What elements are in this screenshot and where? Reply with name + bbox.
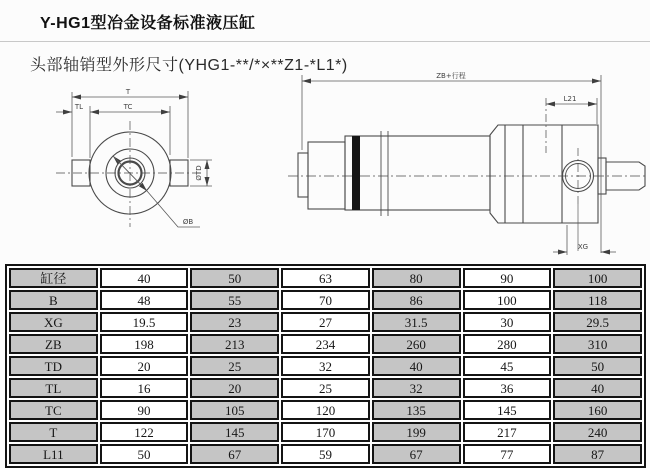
row-label: T [9, 422, 98, 442]
dimension-cell: 67 [372, 444, 461, 464]
table-row [9, 312, 642, 332]
dimension-cell: 87 [553, 444, 642, 464]
row-label: L11 [9, 444, 98, 464]
table-row [9, 356, 642, 376]
table-row [9, 400, 642, 420]
dimension-cell: 234 [281, 334, 370, 354]
row-label: TL [9, 378, 98, 398]
dimension-cell: 280 [463, 334, 552, 354]
dimension-cell: 59 [281, 444, 370, 464]
table-row [9, 378, 642, 398]
dimension-cell: 31.5 [372, 312, 461, 332]
dimension-cell: 100 [463, 290, 552, 310]
dimension-cell: 40 [372, 356, 461, 376]
dimension-cell: 105 [190, 400, 279, 420]
dimension-cell: 45 [463, 356, 552, 376]
head-block [490, 125, 598, 223]
dimension-table-body [9, 268, 642, 464]
table-row [9, 290, 642, 310]
dimension-cell: 145 [463, 400, 552, 420]
table-row [9, 268, 642, 288]
seal-band [352, 136, 360, 210]
dimension-cell: 63 [281, 268, 370, 288]
dim-label-t: T [125, 88, 131, 96]
table-row [9, 422, 642, 442]
dimension-cell: 100 [553, 268, 642, 288]
dimension-cell: 36 [463, 378, 552, 398]
dimension-cell: 310 [553, 334, 642, 354]
dimension-cell: 80 [372, 268, 461, 288]
page-subtitle: 头部轴销型外形尺寸(YHG1-**/*×**Z1-*L1*) [30, 57, 348, 74]
dim-label-zb: ZB+行程 [436, 72, 466, 80]
row-label: 缸径 [9, 268, 98, 288]
dimension-cell: 19.5 [100, 312, 189, 332]
dimension-cell: 240 [553, 422, 642, 442]
dimension-cell: 25 [190, 356, 279, 376]
dimension-cell: 170 [281, 422, 370, 442]
dimension-cell: 213 [190, 334, 279, 354]
dimension-cell: 90 [100, 400, 189, 420]
table-row [9, 444, 642, 464]
dimension-cell: 20 [190, 378, 279, 398]
dimension-cell: 29.5 [553, 312, 642, 332]
cylinder-drawing-svg [0, 66, 650, 262]
dim-label-tc: TC [123, 103, 133, 111]
dimension-cell: 86 [372, 290, 461, 310]
dimension-cell: 135 [372, 400, 461, 420]
row-label: XG [9, 312, 98, 332]
title-divider [0, 41, 650, 42]
rear-cap [308, 142, 345, 209]
dim-label-l21: L21 [563, 95, 577, 103]
dimension-cell: 32 [372, 378, 461, 398]
dimension-cell: 32 [281, 356, 370, 376]
dimension-cell: 23 [190, 312, 279, 332]
page-title: Y-HG1型冶金设备标准液压缸 [40, 15, 256, 32]
dimension-cell: 55 [190, 290, 279, 310]
dimension-cell: 120 [281, 400, 370, 420]
row-label: B [9, 290, 98, 310]
dimension-cell: 260 [372, 334, 461, 354]
table-row [9, 334, 642, 354]
dimension-cell: 27 [281, 312, 370, 332]
dimension-cell: 90 [463, 268, 552, 288]
dimension-cell: 217 [463, 422, 552, 442]
dimension-cell: 77 [463, 444, 552, 464]
dimension-cell: 25 [281, 378, 370, 398]
cylinder-barrel [345, 136, 490, 210]
dimension-cell: 50 [190, 268, 279, 288]
dimension-cell: 160 [553, 400, 642, 420]
dimension-cell: 40 [553, 378, 642, 398]
technical-drawing [0, 66, 650, 262]
row-label: TD [9, 356, 98, 376]
dim-label-td: ØTD [195, 165, 203, 181]
dimension-cell: 40 [100, 268, 189, 288]
dimension-cell: 20 [100, 356, 189, 376]
side-view [288, 125, 648, 223]
dimension-cell: 118 [553, 290, 642, 310]
rear-stub [298, 153, 308, 197]
dim-label-xg: XG [577, 243, 589, 251]
row-label: TC [9, 400, 98, 420]
dimension-cell: 145 [190, 422, 279, 442]
dimension-table [5, 264, 646, 468]
dimension-cell: 50 [100, 444, 189, 464]
dim-label-tl: TL [74, 103, 84, 111]
dimension-cell: 67 [190, 444, 279, 464]
dimension-cell: 198 [100, 334, 189, 354]
dimension-cell: 122 [100, 422, 189, 442]
dimension-cell: 50 [553, 356, 642, 376]
dimension-cell: 199 [372, 422, 461, 442]
row-label: ZB [9, 334, 98, 354]
dimension-cell: 16 [100, 378, 189, 398]
dimension-cell: 48 [100, 290, 189, 310]
dimension-cell: 70 [281, 290, 370, 310]
dim-label-b: ØB [182, 218, 194, 226]
dimension-cell: 30 [463, 312, 552, 332]
